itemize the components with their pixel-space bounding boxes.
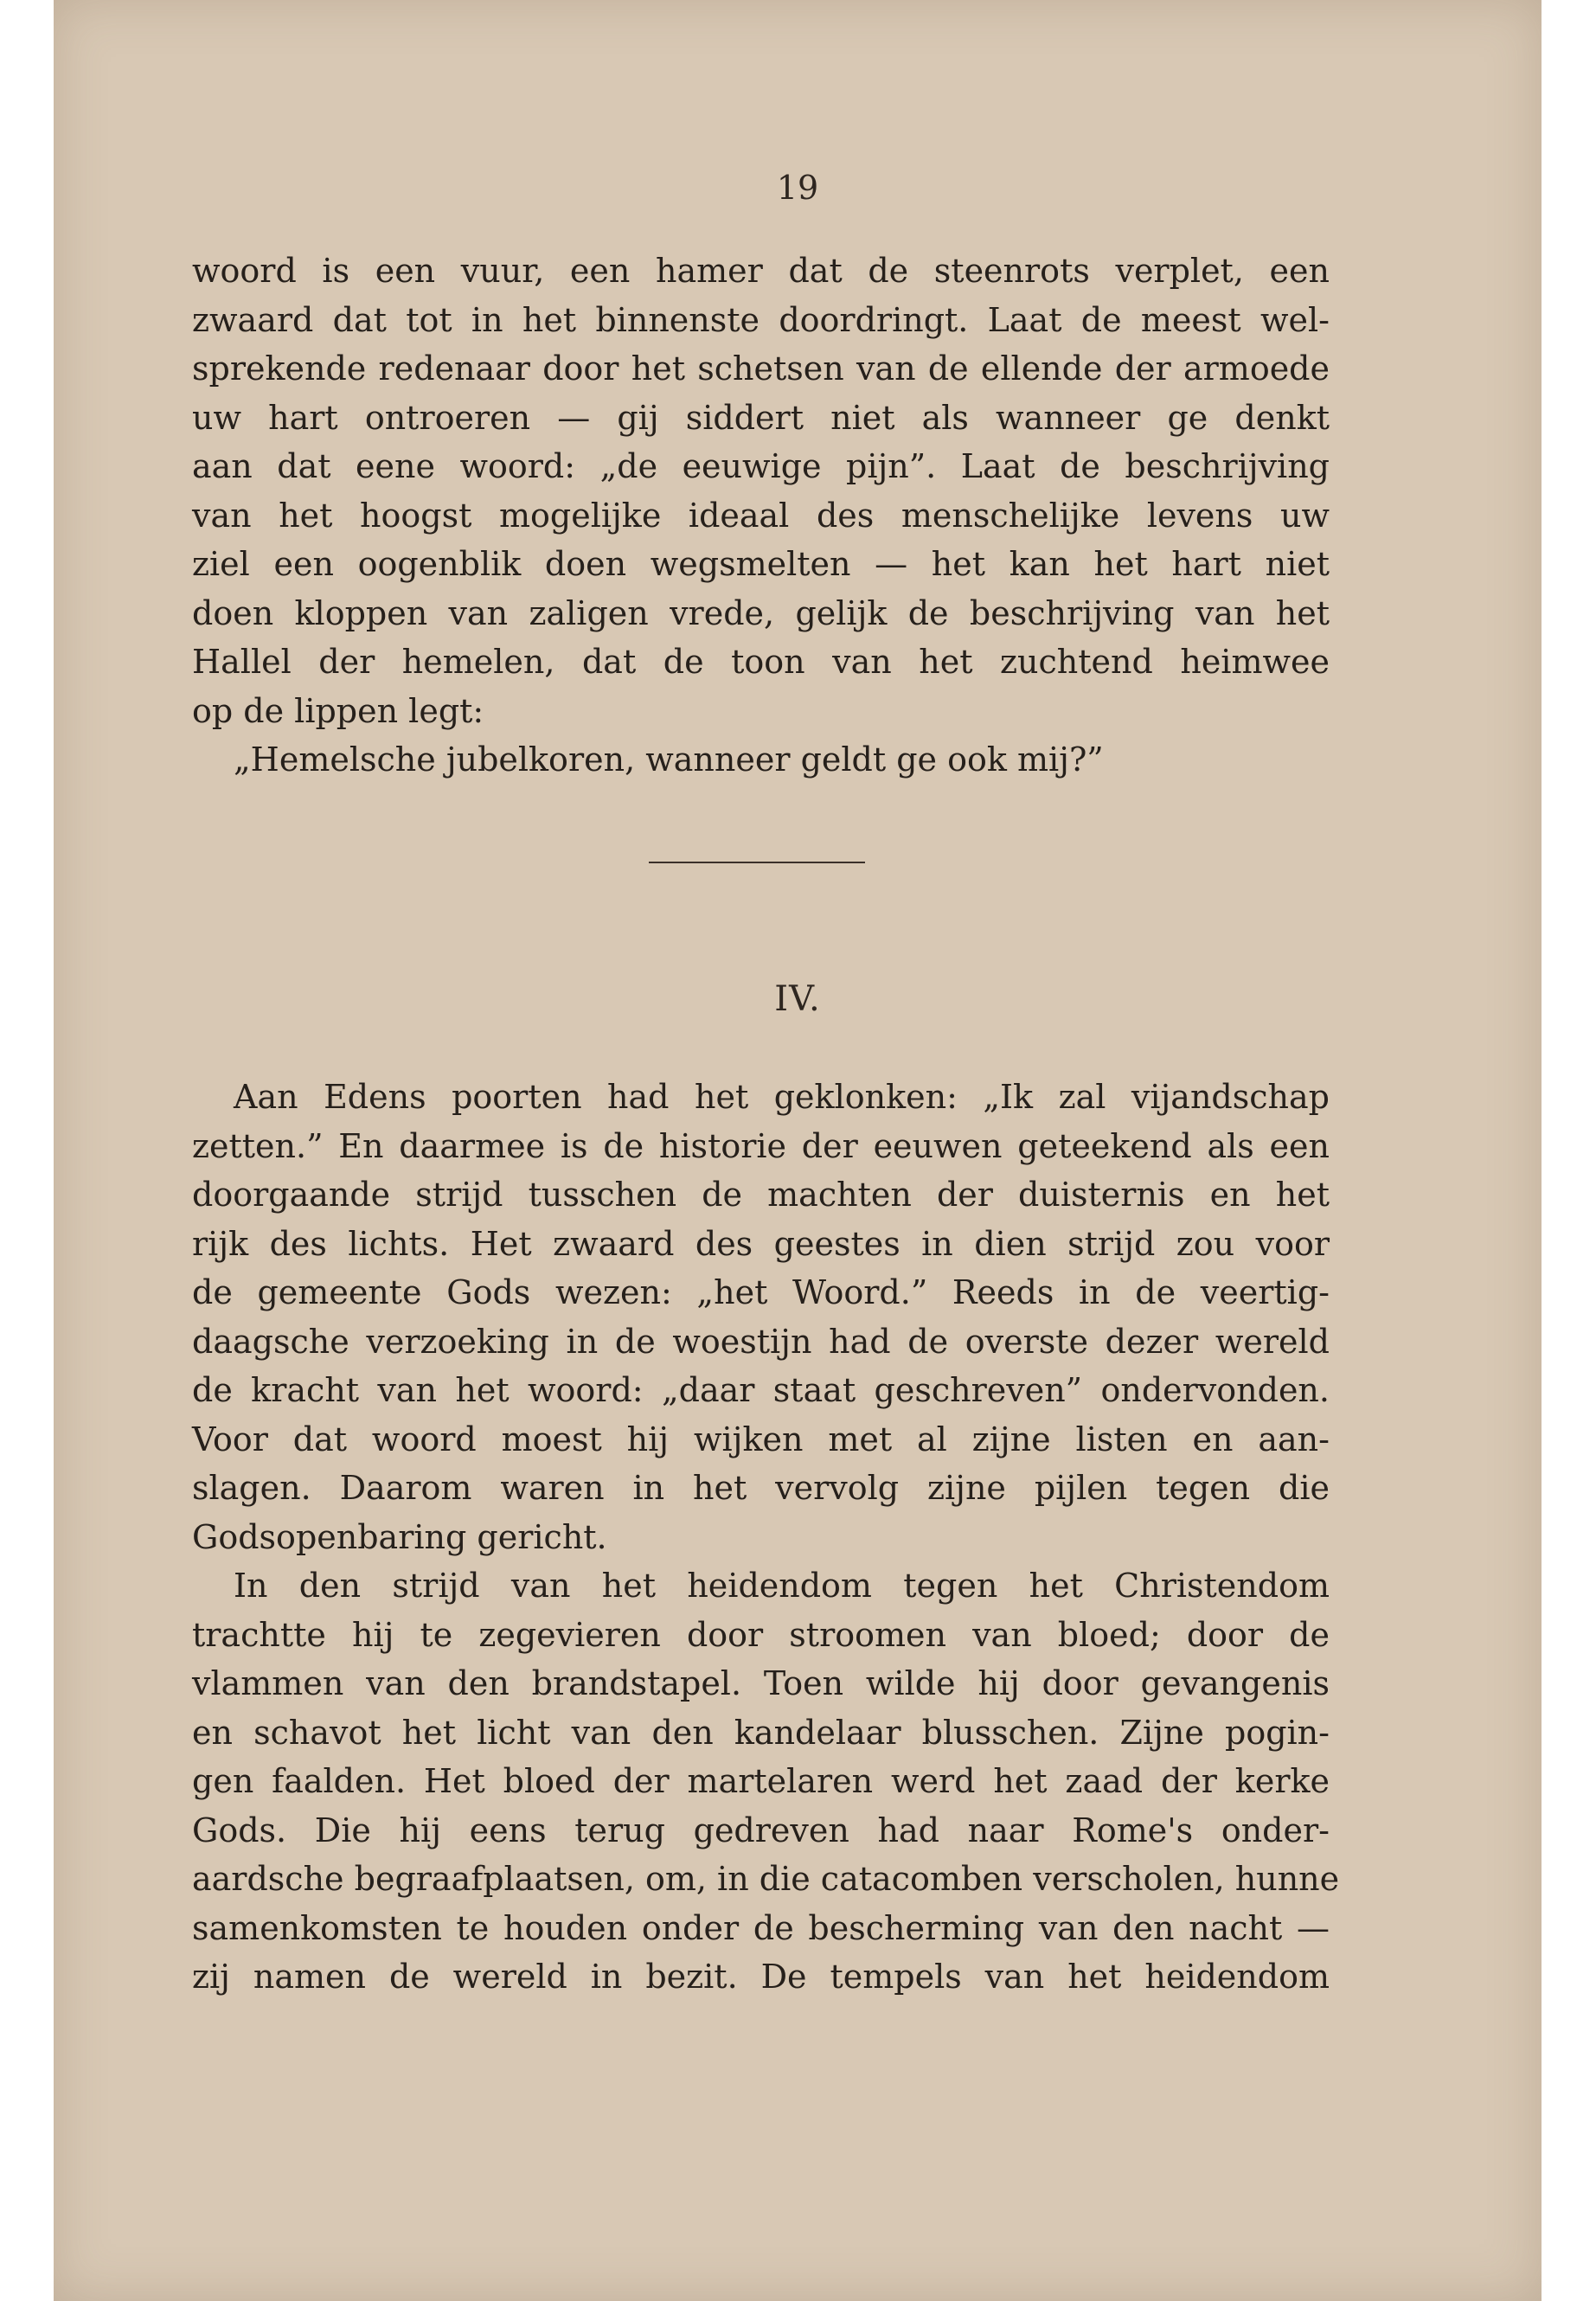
section-heading: IV. <box>774 979 821 1019</box>
text-line: aardsche begraafplaatsen, om, in die catacomben verscholen, hunne <box>192 1860 1340 1898</box>
text-line: sprekende redenaar door het schetsen van de ellende der armoede <box>192 349 1330 388</box>
text-line: de kracht van het woord: „daar staat geschreven” ondervonden. <box>192 1371 1330 1409</box>
text-line: de gemeente Gods wezen: „het Woord.” Reeds in de veertig- <box>192 1273 1330 1311</box>
text-line: Gods. Die hij eens terug gedreven had naar Rome's onder- <box>192 1811 1330 1849</box>
text-line: en schavot het licht van den kandelaar blusschen. Zijne pogin- <box>192 1713 1330 1752</box>
text-line: slagen. Daarom waren in het vervolg zijne pijlen tegen die <box>192 1469 1330 1507</box>
text-line: daagsche verzoeking in de woestijn had de overste dezer wereld <box>192 1322 1330 1361</box>
text-line: aan dat eene woord: „de eeuwige pijn”. Laat de beschrijving <box>192 447 1330 485</box>
text-line: op de lippen legt: <box>192 691 484 730</box>
text-line: gen faalden. Het bloed der martelaren werd het zaad der kerke <box>192 1762 1330 1800</box>
text-line: doen kloppen van zaligen vrede, gelijk de beschrijving van het <box>192 593 1330 632</box>
paragraph-2 <box>192 1073 1340 2002</box>
text-line: doorgaande strijd tusschen de machten der duisternis en het <box>192 1176 1330 1214</box>
text-line: samenkomsten te houden onder de bescherming van den nacht — <box>192 1908 1330 1947</box>
quote-line: „Hemelsche jubelkoren, wanneer geldt ge ook mij?” <box>234 740 1104 779</box>
text-line: zwaard dat tot in het binnenste doordringt. Laat de meest wel- <box>192 300 1330 339</box>
text-line: zij namen de wereld in bezit. De tempels van het heidendom <box>192 1958 1330 1996</box>
text-line: Aan Edens poorten had het geklonken: „Ik zal vijandschap <box>234 1078 1330 1116</box>
text-line: woord is een vuur, een hamer dat de steenrots verplet, een <box>192 252 1330 290</box>
text-line: In den strijd van het heidendom tegen het Christendom <box>234 1567 1330 1605</box>
page-number: 19 <box>776 169 819 207</box>
text-line: van het hoogst mogelijke ideaal des menschelijke levens uw <box>192 496 1330 535</box>
text-line: trachtte hij te zegevieren door stroomen van bloed; door de <box>192 1615 1330 1654</box>
text-line: zetten.” En daarmee is de historie der eeuwen geteekend als een <box>192 1126 1330 1165</box>
paragraph-1 <box>192 247 1330 785</box>
section-divider <box>649 862 865 863</box>
text-line: Voor dat woord moest hij wijken met al zijne listen en aan- <box>192 1420 1330 1458</box>
text-line: Hallel der hemelen, dat de toon van het zuchtend heimwee <box>192 643 1330 681</box>
text-line: vlammen van den brandstapel. Toen wilde hij door gevangenis <box>192 1664 1330 1702</box>
book-page <box>54 0 1542 2301</box>
text-line: rijk des lichts. Het zwaard des geestes in dien strijd zou voor <box>192 1224 1330 1263</box>
text-line: Godsopenbaring gericht. <box>192 1517 607 1556</box>
text-line: uw hart ontroeren — gij siddert niet als wanneer ge denkt <box>192 398 1330 437</box>
text-line: ziel een oogenblik doen wegsmelten — het kan het hart niet <box>192 545 1330 583</box>
